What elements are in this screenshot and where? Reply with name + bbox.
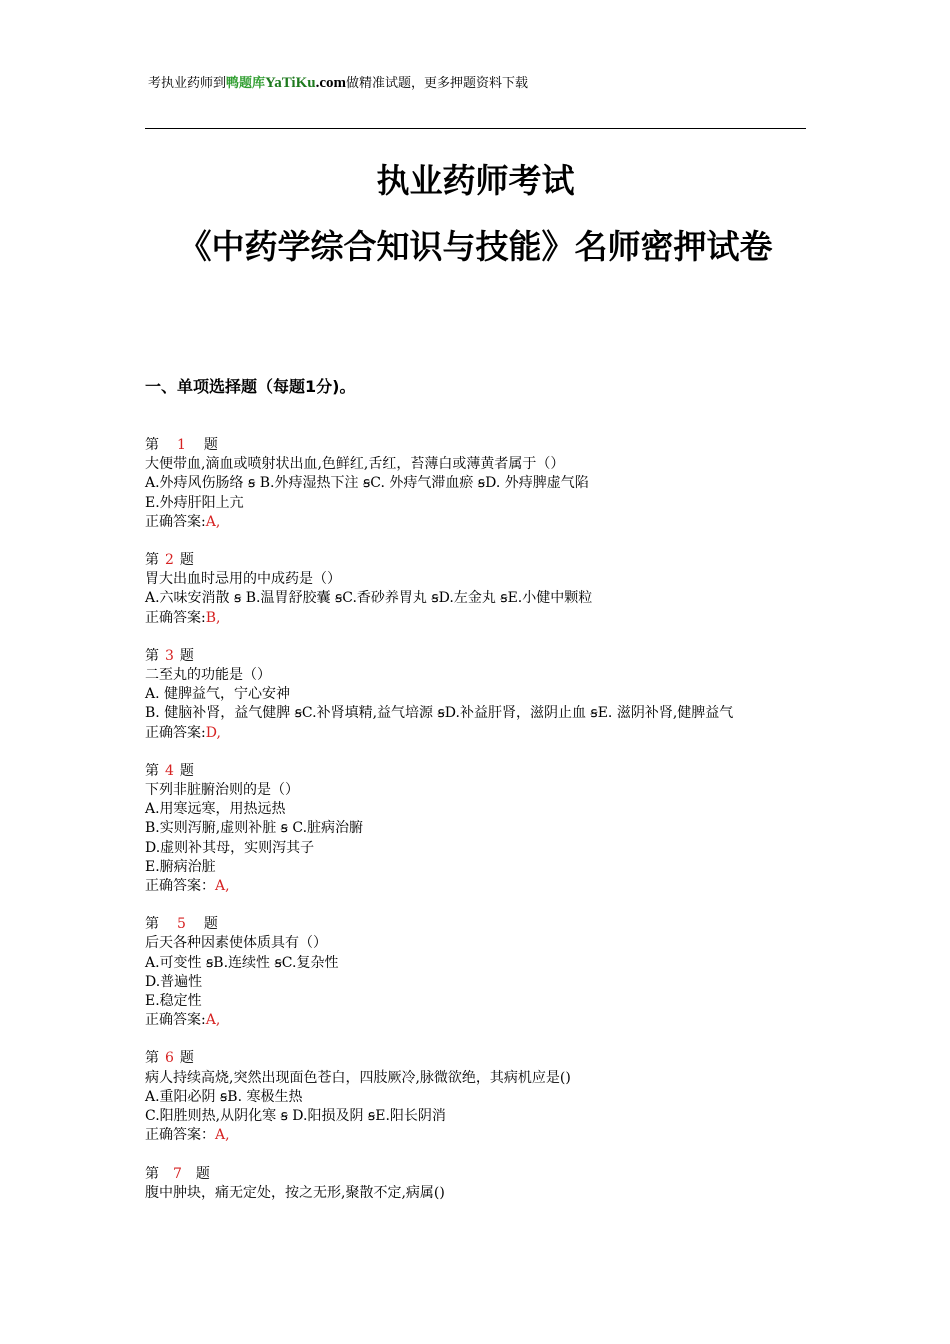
answer-value: D, bbox=[205, 724, 221, 741]
question-label-pre: 第 bbox=[145, 1050, 159, 1067]
question-label-post: 题 bbox=[203, 916, 218, 933]
answer-value: A, bbox=[215, 878, 230, 895]
question-num: 5 bbox=[177, 916, 186, 933]
question-options: A.外痔风伤肠络 ꞩ B.外痔湿热下注 ꞩC. 外痔气滞血瘀 ꞩD. 外痔脾虚气陷 bbox=[145, 475, 589, 492]
question-options: D.虚则补其母，实则泻其子 bbox=[145, 839, 315, 856]
question-label-pre: 第 bbox=[145, 552, 159, 569]
site-header bbox=[148, 72, 528, 92]
question-num: 3 bbox=[165, 647, 174, 664]
question-text: 后天各种因素使体质具有（） bbox=[145, 935, 327, 952]
answer-line bbox=[145, 609, 810, 628]
question-item bbox=[145, 436, 810, 532]
question-item bbox=[145, 551, 810, 628]
question-number bbox=[145, 551, 810, 570]
question-num: 2 bbox=[165, 552, 174, 569]
question-label-pre: 第 bbox=[145, 647, 159, 664]
answer-label: 正确答案: bbox=[145, 1012, 206, 1029]
answer-line bbox=[145, 724, 810, 743]
header-prefix: 考执业药师到 bbox=[148, 76, 227, 91]
brand-name-cn[interactable]: 鸭题库 bbox=[226, 76, 266, 91]
question-item bbox=[145, 647, 810, 743]
question-text: 二至丸的功能是（） bbox=[145, 667, 271, 684]
answer-line bbox=[145, 1126, 810, 1145]
question-options: E.稳定性 bbox=[145, 993, 202, 1010]
question-options: A.可变性 ꞩB.连续性 ꞩC.复杂性 bbox=[145, 954, 339, 971]
doc-title: 执业药师考试 bbox=[376, 161, 575, 200]
question-options: A.六味安消散 ꞩ B.温胃舒胶囊 ꞩC.香砂养胃丸 ꞩD.左金丸 ꞩE.小健中颗粒 bbox=[145, 590, 593, 607]
question-options: A. 健脾益气，宁心安神 bbox=[145, 686, 291, 703]
question-label-post: 题 bbox=[195, 1165, 210, 1182]
answer-value: A, bbox=[215, 1127, 230, 1144]
answer-line bbox=[145, 877, 810, 896]
header-suffix: 做精准试题，更多押题资料下载 bbox=[346, 76, 529, 91]
question-options: C.阳胜则热,从阴化寒 ꞩ D.阳损及阴 ꞩE.阳长阴消 bbox=[145, 1108, 446, 1125]
question-item bbox=[145, 915, 810, 1030]
question-options: A.用寒远寒，用热远热 bbox=[145, 801, 286, 818]
question-label-post: 题 bbox=[179, 1050, 194, 1067]
header-divider bbox=[145, 128, 806, 129]
question-options: E.外痔肝阳上亢 bbox=[145, 494, 244, 511]
answer-label: 正确答案： bbox=[145, 878, 215, 895]
question-number bbox=[145, 436, 810, 455]
question-number bbox=[145, 915, 810, 934]
question-list bbox=[145, 436, 810, 1222]
question-text: 大便带血,滴血或喷射状出血,色鲜红,舌红，苔薄白或薄黄者属于（） bbox=[145, 456, 565, 473]
question-item bbox=[145, 1165, 810, 1203]
question-label-pre: 第 bbox=[145, 916, 159, 933]
answer-value: B, bbox=[205, 609, 221, 626]
question-text: 腹中肿块，痛无定处，按之无形,聚散不定,病属() bbox=[145, 1184, 445, 1201]
question-label-post: 题 bbox=[179, 647, 194, 664]
answer-line bbox=[145, 1011, 810, 1030]
question-item bbox=[145, 1049, 810, 1145]
question-item bbox=[145, 762, 810, 896]
answer-label: 正确答案: bbox=[145, 609, 206, 626]
question-text: 胃大出血时忌用的中成药是（） bbox=[145, 571, 341, 588]
question-label-post: 题 bbox=[179, 552, 194, 569]
question-num: 6 bbox=[165, 1050, 174, 1067]
answer-label: 正确答案: bbox=[145, 513, 206, 530]
question-text: 下列非脏腑治则的是（） bbox=[145, 782, 299, 799]
question-options: E.腑病治脏 bbox=[145, 858, 216, 875]
question-number bbox=[145, 647, 810, 666]
question-label-pre: 第 bbox=[145, 762, 159, 779]
brand-name-en[interactable]: YaTiKu bbox=[265, 75, 316, 91]
question-options: B.实则泻腑,虚则补脏 ꞩ C.脏病治腑 bbox=[145, 820, 364, 837]
question-number bbox=[145, 762, 810, 781]
question-options: A.重阳必阴 ꞩB. 寒极生热 bbox=[145, 1088, 303, 1105]
question-label-post: 题 bbox=[203, 437, 218, 453]
answer-label: 正确答案: bbox=[145, 724, 206, 741]
answer-value: A, bbox=[205, 1012, 221, 1029]
question-number bbox=[145, 1165, 810, 1184]
brand-domain[interactable]: .com bbox=[315, 75, 347, 91]
question-label-post: 题 bbox=[179, 762, 194, 779]
question-options: B. 健脑补肾，益气健脾 ꞩC.补肾填精,益气培源 ꞩD.补益肝肾，滋阴止血 ꞩE. 滋阴补肾,健脾益气 bbox=[145, 705, 734, 722]
question-num: 1 bbox=[177, 437, 186, 453]
section-heading: 一、单项选择题（每题1分)。 bbox=[145, 377, 356, 396]
answer-value: A, bbox=[205, 513, 221, 530]
answer-line bbox=[145, 513, 810, 532]
doc-subtitle: 《中药学综合知识与技能》名师密押试卷 bbox=[178, 227, 773, 266]
question-num: 4 bbox=[165, 762, 174, 779]
question-label-pre: 第 bbox=[145, 1165, 159, 1182]
question-num: 7 bbox=[173, 1165, 182, 1182]
question-label-pre: 第 bbox=[145, 437, 159, 453]
answer-label: 正确答案： bbox=[145, 1127, 215, 1144]
question-text: 病人持续高烧,突然出现面色苍白，四肢厥冷,脉微欲绝，其病机应是() bbox=[145, 1069, 571, 1086]
question-options: D.普遍性 bbox=[145, 973, 203, 990]
question-number bbox=[145, 1049, 810, 1068]
